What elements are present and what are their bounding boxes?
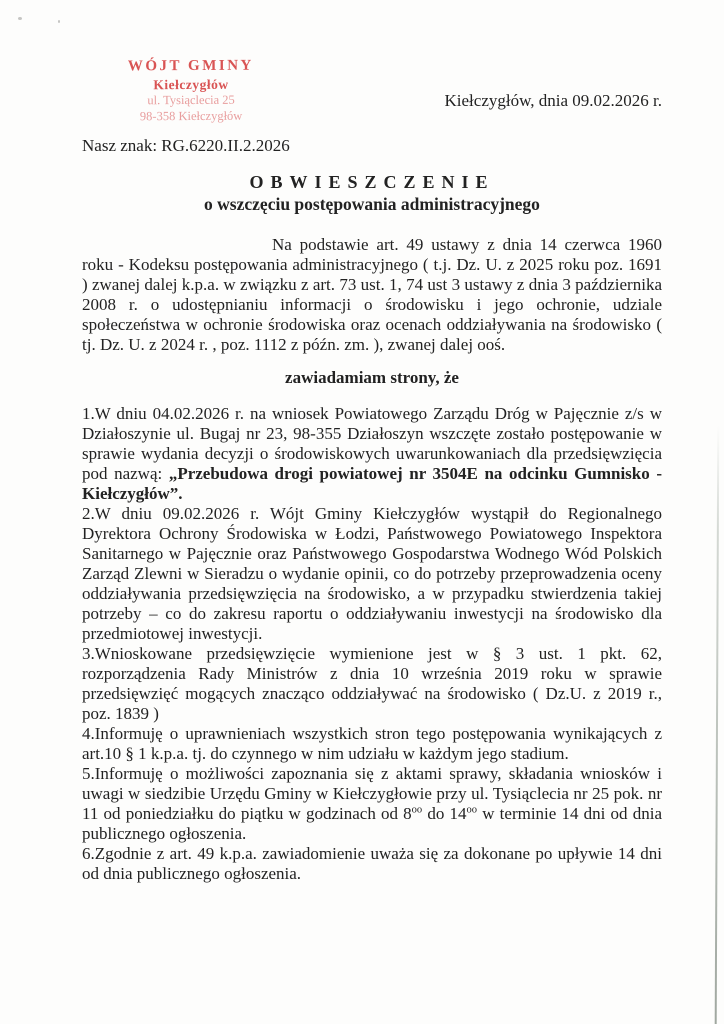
notice-item-3: 3.Wnioskowane przedsięwzięcie wymienione jest w § 3 ust. 1 pkt. 62, rozporządzenia Rady Ministrów z dnia 10 września 2019 roku w sprawie przedsięwzięć mogących znacząco oddziaływać na środowisko ( Dz.U. z 2019 r., poz. 1839 ) — [82, 644, 662, 723]
legal-basis-paragraph: Na podstawie art. 49 ustawy z dnia 14 czerwca 1960 roku - Kodeksu postępowania administracyjnego ( t.j. Dz. U. z 2025 roku poz. 1691 ) zwanej dalej k.p.a. w związku z art. 73 ust. 1, 74 ust 3 ustawy z dnia 3 października 2008 r. o udostępnianiu informacji o środowisku i jego ochronie, udziale społeczeństwa w ochronie środowiska oraz ocenach oddziaływania na środowisko ( tj. Dz. U. z 2024 r. , poz. 1112 z późn. zm. ), zwanej dalej ooś. — [82, 235, 662, 354]
sender-stamp — [128, 57, 254, 126]
scan-edge-artifact — [715, 425, 720, 1024]
reference-number: Nasz znak: RG.6220.II.2.2026 — [82, 136, 290, 155]
scan-speck — [18, 17, 22, 20]
document-header — [82, 57, 662, 127]
stamp-street-address: ul. Tysiąclecia 25 — [147, 92, 235, 108]
notice-heading: zawiadamiam strony, że — [285, 368, 459, 387]
scan-speck — [58, 20, 60, 23]
notice-item-2: 2.W dniu 09.02.2026 r. Wójt Gminy Kiełczygłów wystąpił do Regionalnego Dyrektora Ochrony Środowiska w Łodzi, Państwowego Powiatowego Inspektora Sanitarnego w Pajęcznie oraz Państwowego Gospodarstwa Wodnego Wód Polskich Zarząd Zlewni w Sieradzu o wydanie opinii, co do potrzeby przeprowadzenia oceny oddziaływania przedsięwzięcia na środowisko, a w przypadku stwierdzenia takiej potrzeby – co do zakresu raportu o oddziaływaniu inwestycji na środowisko dla przedmiotowej inwestycji. — [82, 504, 662, 643]
notice-item-6: 6.Zgodnie z art. 49 k.p.a. zawiadomienie uważa się za dokonane po upływie 14 dni od dnia publicznego ogłoszenia. — [82, 844, 662, 883]
stamp-postal-address: 98-358 Kiełczygłów — [139, 108, 243, 124]
notice-items — [82, 404, 662, 884]
stamp-office-name: WÓJT GMINY — [127, 57, 254, 75]
notice-item-1: 1.W dniu 04.02.2026 r. na wniosek Powiatowego Zarządu Dróg w Pajęcznie z/s w Działoszynie ul. Bugaj nr 23, 98-355 Działoszyn wszczęte zostało postępowanie w sprawie wydania decyzji o środowiskowych uwarunkowaniach dla przedsięwzięcia pod nazwą: „Przebudowa drogi powiatowej nr 3504E na odcinku Gumnisko - Kiełczygłów”. — [82, 404, 662, 503]
notice-item-4: 4.Informuję o uprawnieniach wszystkich stron tego postępowania wynikających z art.10 § 1 k.p.a. tj. do czynnego w nim udziału w każdym jego stadium. — [82, 724, 662, 763]
place-and-date: Kiełczygłów, dnia 09.02.2026 r. — [444, 91, 662, 110]
document-title: OBWIESZCZENIE — [249, 172, 495, 192]
document-content — [82, 57, 662, 884]
document-subtitle: o wszczęciu postępowania administracyjnego — [204, 194, 540, 214]
stamp-municipality: Kiełczygłów — [153, 76, 229, 93]
notice-item-5: 5.Informuję o możliwości zapoznania się z aktami sprawy, składania wniosków i uwagi w siedzibie Urzędu Gminy w Kiełczygłowie przy ul. Tysiąclecia nr 25 pok. nr 11 od poniedziałku do piątku w godzinach od $8^{oo}$ do $14^{oo}$ w terminie 14 dni od dnia publicznego ogłoszenia. — [82, 764, 662, 843]
